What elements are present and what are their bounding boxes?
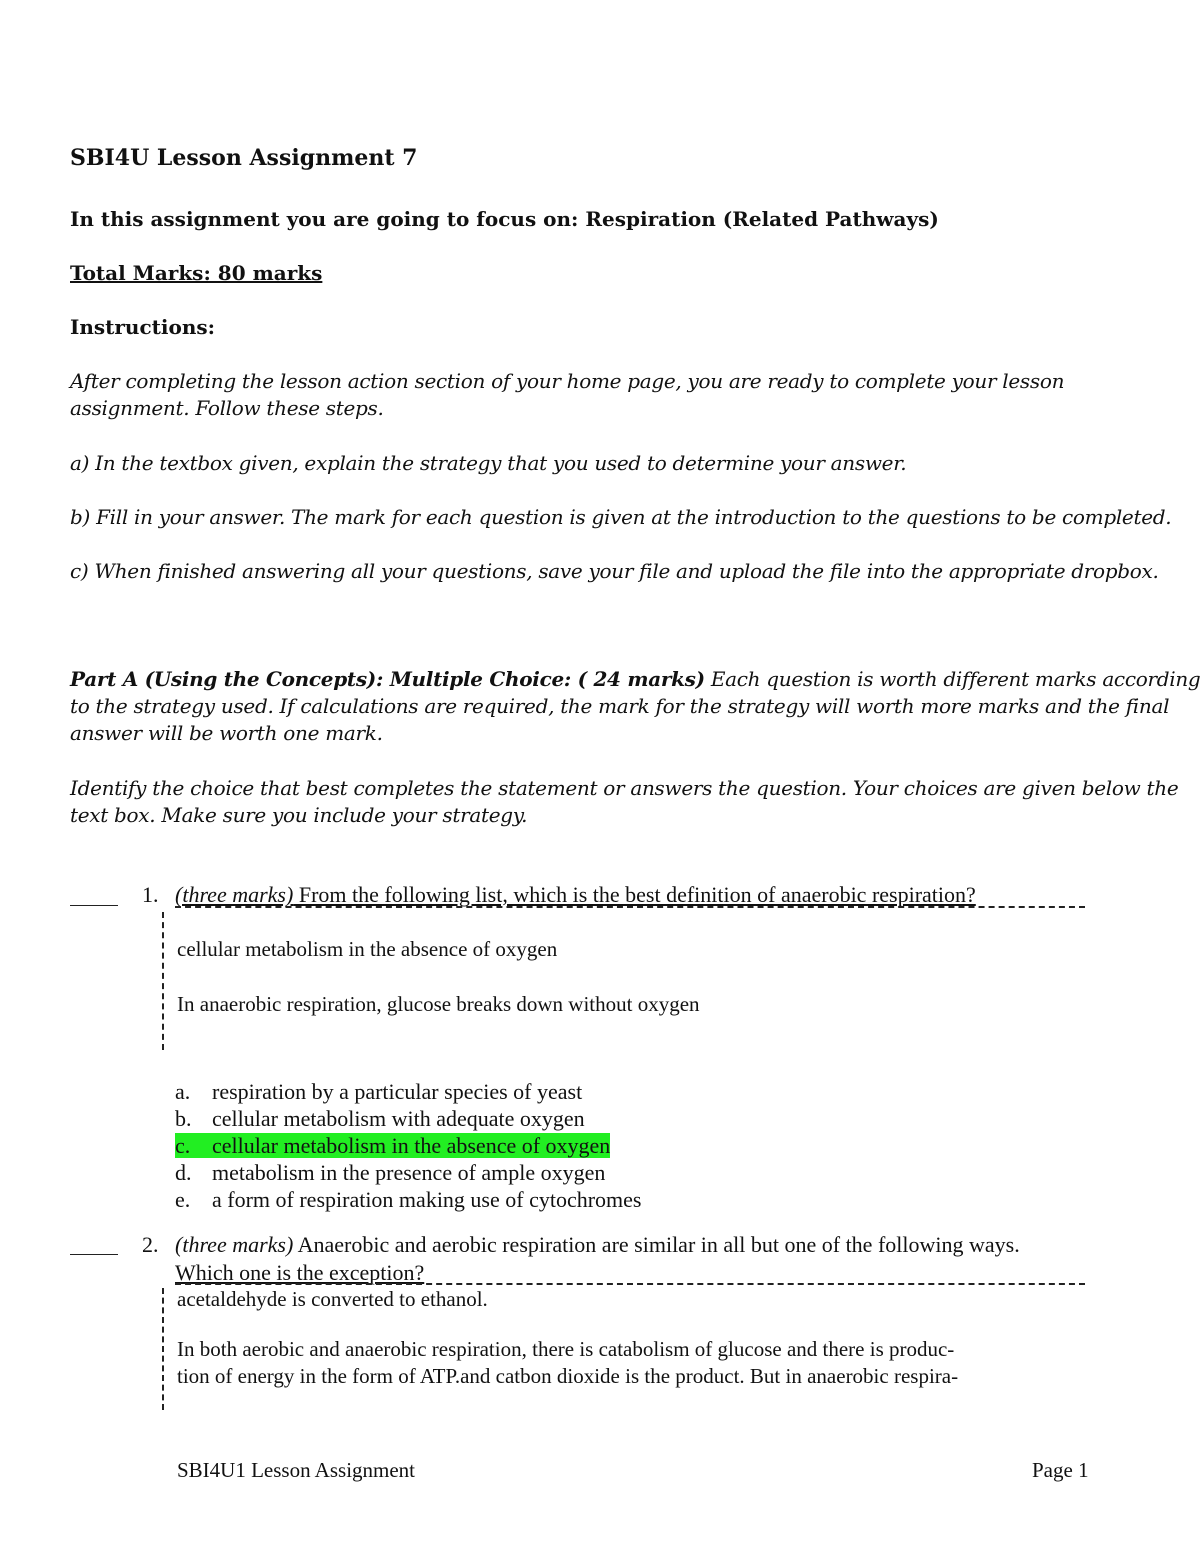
instructions-heading: Instructions: (70, 315, 216, 339)
q2-marks: (three marks) (175, 1232, 294, 1257)
q1-choice-c-highlighted (175, 1133, 610, 1159)
intro-line-1: After completing the lesson action section of your home page, you are ready to complete your lesson (70, 369, 1065, 393)
q1-choice-text: cellular metabolism in the absence of oxygen (212, 1133, 611, 1158)
document-title: SBI4U Lesson Assignment 7 (70, 145, 418, 171)
q1-question-text: From the following list, which is the best definition of anaerobic respiration? (293, 882, 976, 907)
q1-choice-letter: b. (175, 1106, 192, 1131)
q2-strategy-line-2[interactable]: tion of energy in the form of ATP.and catbon dioxide is the product. But in anaerobic respira- (177, 1364, 959, 1388)
q1-textbox-top-border (175, 906, 1085, 908)
q1-choice-letter: a. (175, 1079, 191, 1104)
q1-strategy-text[interactable]: In anaerobic respiration, glucose breaks down without oxygen (177, 992, 700, 1016)
q1-choice-text: metabolism in the presence of ample oxygen (212, 1160, 606, 1185)
q2-textbox-left-border (162, 1288, 164, 1410)
q1-choice-text: a form of respiration making use of cytochromes (212, 1187, 642, 1212)
q1-choice-d (175, 1160, 605, 1186)
q1-number: 1. (142, 882, 159, 907)
step-c: c) When finished answering all your questions, save your file and upload the file into the appropriate dropbox. (70, 559, 1159, 583)
step-a: a) In the textbox given, explain the strategy that you used to determine your answer. (70, 451, 907, 475)
q1-choice-text: cellular metabolism with adequate oxygen (212, 1106, 585, 1131)
part-a-line-2: to the strategy used. If calculations are required, the mark for the strategy will worth more marks and the final (70, 694, 1170, 718)
identify-line-1: Identify the choice that best completes the statement or answers the question. Your choices are given below the (70, 776, 1179, 800)
q1-choice-letter: d. (175, 1160, 192, 1185)
identify-line-2: text box. Make sure you include your strategy. (70, 803, 528, 827)
q2-question-line-1 (175, 1232, 1020, 1258)
q2-answer-blank[interactable] (70, 1254, 118, 1255)
part-a-heading: Part A (Using the Concepts): Multiple Choice: ( 24 marks) (70, 667, 705, 691)
q1-choice-a (175, 1079, 582, 1105)
part-a-line-1 (70, 667, 1200, 691)
footer-title: SBI4U1 Lesson Assignment (177, 1458, 416, 1482)
q2-question-text: Anaerobic and aerobic respiration are similar in all but one of the following ways. (293, 1232, 1020, 1257)
q2-answer-text[interactable]: acetaldehyde is converted to ethanol. (177, 1287, 488, 1311)
intro-line-2: assignment. Follow these steps. (70, 396, 384, 420)
q1-choice-text: respiration by a particular species of yeast (212, 1079, 583, 1104)
q2-question-line-2: Which one is the exception? (175, 1260, 425, 1285)
q1-question (175, 882, 976, 908)
q1-marks: (three marks) (175, 882, 294, 907)
part-a-line-1-rest: Each question is worth different marks according (704, 667, 1200, 691)
q1-choice-b (175, 1106, 585, 1132)
q1-choice-e (175, 1187, 641, 1213)
q1-answer-text[interactable]: cellular metabolism in the absence of oxygen (177, 937, 558, 961)
q1-answer-blank[interactable] (70, 905, 118, 906)
q2-textbox-top-border (175, 1283, 1085, 1285)
focus-line: In this assignment you are going to focus on: Respiration (Related Pathways) (70, 207, 939, 231)
part-a-line-3: answer will be worth one mark. (70, 721, 383, 745)
q1-choice-letter: e. (175, 1187, 191, 1212)
q2-strategy-line-1[interactable]: In both aerobic and anaerobic respiration, there is catabolism of glucose and there is produc- (177, 1337, 955, 1361)
page-number: Page 1 (1032, 1458, 1089, 1482)
step-b: b) Fill in your answer. The mark for each question is given at the introduction to the questions to be completed. (70, 505, 1172, 529)
q1-textbox-left-border (162, 912, 164, 1050)
q1-choice-letter: c. (175, 1133, 191, 1158)
q2-number: 2. (142, 1232, 159, 1257)
total-marks: Total Marks: 80 marks (70, 261, 323, 285)
